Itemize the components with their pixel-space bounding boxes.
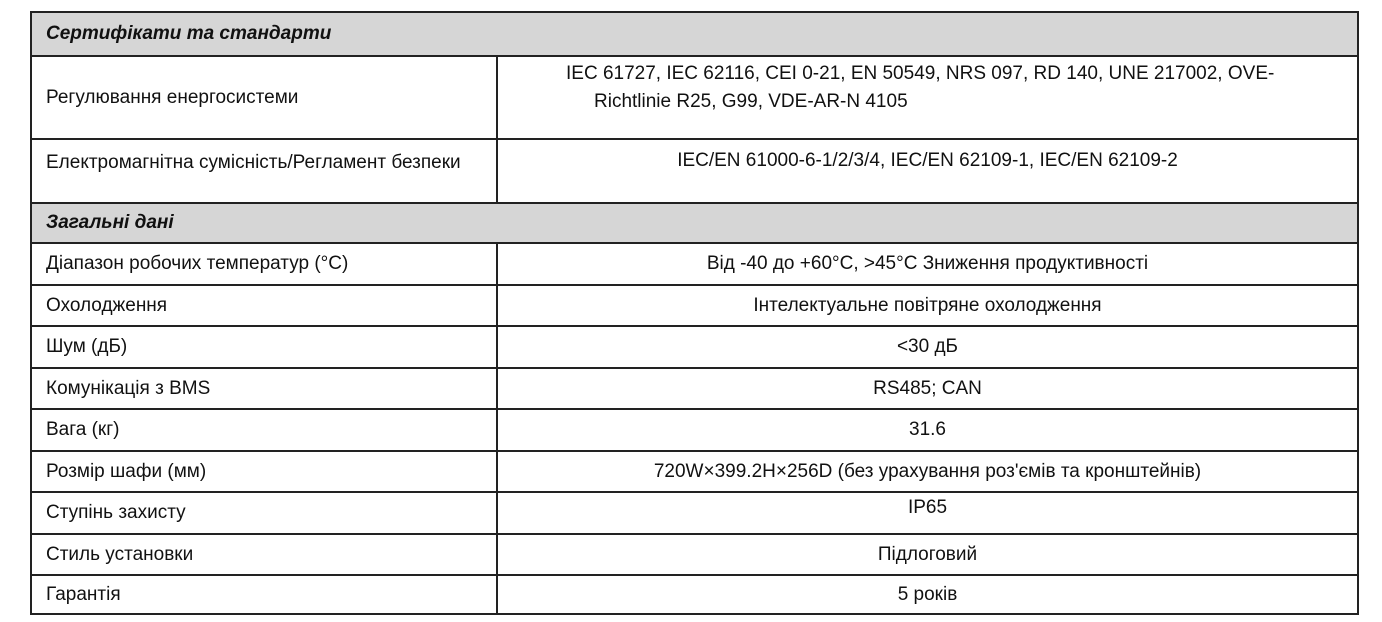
table-row [32, 535, 1357, 576]
row-label: Гарантія [32, 576, 498, 613]
row-label: Електромагнітна сумісність/Регламент безпеки [32, 140, 498, 202]
table-row [32, 452, 1357, 493]
table-row [32, 140, 1357, 204]
row-value: Інтелектуальне повітряне охолодження [753, 294, 1102, 316]
row-value-line: Richtlinie R25, G99, VDE-AR-N 4105 [594, 91, 908, 112]
row-value: <30 дБ [896, 336, 959, 357]
row-value: 720W×399.2H×256D (без урахування роз'ємів та кронштейнів) [653, 460, 1202, 482]
row-label: Вага (кг) [32, 410, 498, 450]
row-label: Шум (дБ) [32, 327, 498, 367]
row-label: Розмір шафи (мм) [32, 452, 498, 491]
section-title: Загальні дані [46, 212, 174, 233]
spec-table [30, 11, 1359, 615]
section-title: Сертифікати та стандарти [46, 23, 332, 44]
table-row [32, 244, 1357, 286]
table-row [32, 286, 1357, 327]
row-label: Ступінь захисту [32, 493, 498, 533]
row-label: Регулювання енергосистеми [32, 57, 498, 138]
table-row [32, 327, 1357, 369]
table-row [32, 576, 1357, 613]
row-label: Діапазон робочих температур (°C) [32, 244, 498, 284]
table-row [32, 57, 1357, 140]
row-value: Підлоговий [877, 543, 978, 565]
row-value [498, 57, 1357, 138]
row-label: Стиль установки [32, 535, 498, 574]
row-value: IP65 [907, 497, 948, 518]
section-header-general [32, 204, 1357, 244]
table-row [32, 493, 1357, 535]
row-label: Комунікація з BMS [32, 369, 498, 408]
table-row [32, 369, 1357, 410]
row-label: Охолодження [32, 286, 498, 325]
section-header-certificates [32, 13, 1357, 57]
table-row [32, 410, 1357, 452]
row-value: 31.6 [909, 419, 946, 440]
row-value: RS485; CAN [873, 377, 982, 399]
row-value: 5 років [897, 583, 958, 605]
row-value-line: IEC 61727, IEC 62116, CEI 0-21, EN 50549, NRS 097, RD 140, UNE 217002, OVE- [566, 63, 1275, 84]
row-value: IEC/EN 61000-6-1/2/3/4, IEC/EN 62109-1, IEC/EN 62109-2 [677, 150, 1178, 171]
row-value: Від -40 до +60°C, >45°C Зниження продуктивності [706, 253, 1149, 274]
